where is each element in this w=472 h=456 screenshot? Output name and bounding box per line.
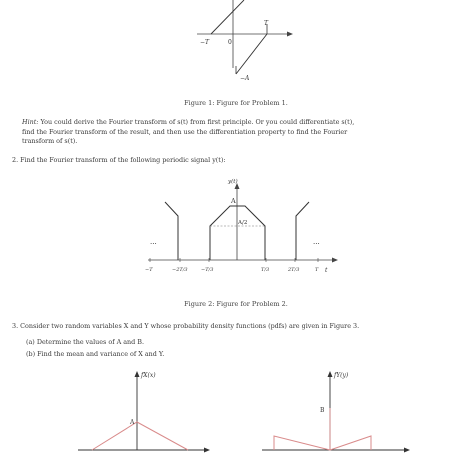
- fig1-signal-lower: [236, 34, 267, 74]
- hint-line-1: You could derive the Fourier transform of s(t) from first principle. Or you could differentiate s(t),: [40, 118, 355, 126]
- fig2-peak-label: A: [231, 197, 236, 205]
- fig2-dots-left: ...: [150, 238, 157, 246]
- fig2-t-axis-arrow: [332, 258, 338, 263]
- fy-curve-right: [330, 436, 371, 450]
- fig2-tick-neg-t3: −T/3: [201, 267, 214, 273]
- fy-x-axis-arrow: [404, 448, 410, 453]
- fig2-tick-t3: T/3: [261, 267, 270, 273]
- problem-3-text: Consider two random variables X and Y whose probability density functions (pdfs) are given in Figure 3.: [20, 322, 360, 330]
- fx-y-axis-arrow: [135, 371, 140, 377]
- fig2-tick-neg-2t3: −2T/3: [172, 267, 188, 273]
- fig2-caption: Figure 2: Figure for Problem 2.: [184, 300, 288, 308]
- fy-curve-left: [274, 436, 330, 450]
- fig2-pulse-left: [165, 202, 178, 260]
- fig1-label-neg-a: −A: [240, 75, 250, 82]
- problem-3: [12, 322, 467, 332]
- fx-a-label: A: [130, 419, 135, 426]
- problem-2-number: 2.: [12, 156, 19, 164]
- fig1-caption: Figure 1: Figure for Problem 1.: [184, 99, 288, 107]
- fig2-tick-2t3: 2T/3: [288, 267, 300, 273]
- problem-3-part-a: (a) Determine the values of A and B.: [26, 338, 145, 346]
- fig2-tick-neg-t: −T: [145, 267, 153, 273]
- fig1-axis-arrow: [287, 32, 293, 37]
- figure-2: [0, 176, 472, 282]
- fig2-pulse-right: [296, 202, 309, 260]
- hint-line-2: find the Fourier transform of the result, and then use the differentiation property to find the Fourier: [22, 127, 348, 136]
- problem-2-text: Find the Fourier transform of the following periodic signal y(t):: [20, 156, 226, 164]
- fig1-label-t: T: [264, 20, 269, 27]
- fig2-pulse-center: [210, 206, 265, 260]
- fig1-label-neg-t: −T: [200, 39, 210, 46]
- fy-label: fY(y): [334, 372, 349, 379]
- fig1-signal-upper: [211, 0, 244, 34]
- fx-x-axis-arrow: [204, 448, 210, 453]
- fig2-t-label: t: [325, 267, 328, 274]
- hint-label: Hint:: [22, 118, 39, 126]
- hint-line-3: transform of s(t).: [22, 137, 78, 146]
- fy-b-label: B: [320, 407, 325, 414]
- fy-y-axis-arrow: [328, 371, 333, 377]
- problem-3-number: 3.: [12, 322, 19, 330]
- fig2-half-label: A/2: [238, 220, 248, 226]
- fx-label: fX(x): [141, 372, 156, 379]
- fig2-tick-t: T: [315, 267, 319, 273]
- fig2-dots-right: ...: [313, 238, 320, 246]
- problem-2: [12, 156, 462, 166]
- figure-3: [0, 366, 472, 456]
- fig2-y-label: y(t): [228, 179, 238, 185]
- fx-curve: [92, 422, 188, 450]
- fig1-label-zero: 0: [228, 39, 232, 46]
- hint-paragraph: [22, 118, 462, 147]
- problem-3-part-b: (b) Find the mean and variance of X and Y.: [26, 350, 165, 358]
- figure-1: [0, 0, 472, 95]
